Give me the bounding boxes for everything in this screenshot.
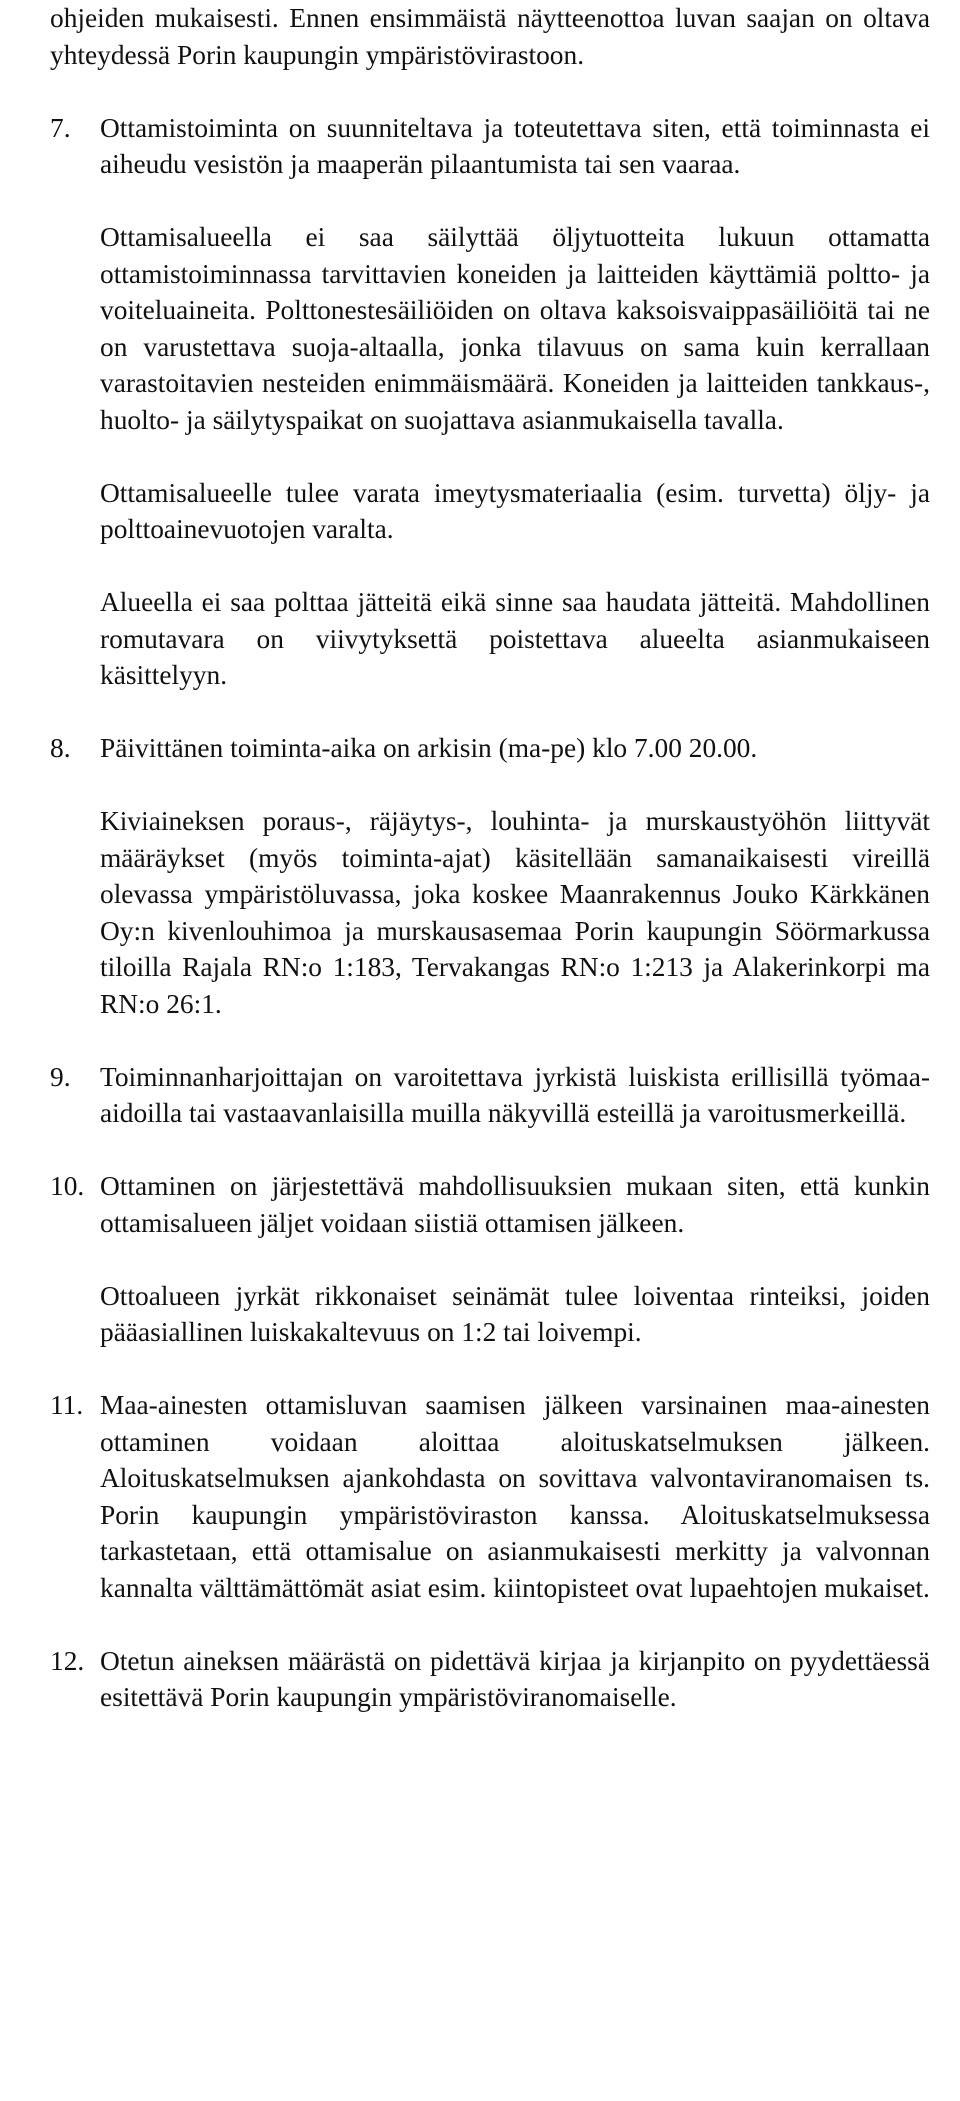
item-number: 9.: [50, 1061, 71, 1092]
paragraph-continuation: ohjeiden mukaisesti. Ennen ensimmäistä näytteenottoa luvan saajan on oltava yhteydessä Porin kaupungin ympäristövirastoon.: [50, 3, 930, 70]
numbered-item-7: [50, 110, 930, 183]
paragraph-slopes: Ottoalueen jyrkät rikkonaiset seinämät tulee loiventaa rinteiksi, joiden pääasiallinen luiskakaltevuus on 1:2 tai loivempi.: [100, 1280, 930, 1347]
paragraph-absorbent: Ottamisalueelle tulee varata imeytysmateriaalia (esim. turvetta) öljy- ja polttoainevuotojen varalta.: [100, 477, 930, 544]
paragraph-waste: Alueella ei saa polttaa jätteitä eikä sinne saa haudata jätteitä. Mahdollinen romutavara on viivytyksettä poistettava alueelta asianmukaiseen käsittelyyn.: [100, 587, 930, 690]
item-text: Päivittänen toiminta-aika on arkisin (ma-pe) klo 7.00 20.00.: [100, 733, 758, 763]
item-number: 7.: [50, 112, 71, 143]
item-text: Otetun aineksen määrästä on pidettävä kirjaa ja kirjanpito on pyydettäessä esitettävä Porin kaupungin ympäristöviranomaiselle.: [100, 1645, 930, 1712]
numbered-item-8: [50, 730, 930, 767]
paragraph-crushing: Kiviaineksen poraus-, räjäytys-, louhinta- ja murskaustyöhön liittyvät määräykset (myös toiminta-ajat) käsitellään samanaikaisesti vireillä olevassa ympäristöluvassa, joka koskee Maanrakennus Jouko Kärkkänen Oy:n kivenlouhimoa ja murskausasemaa Porin kaupungin Söörmarkussa tiloilla Rajala RN:o 1:183, Tervakangas RN:o 1:213 ja Alakerinkorpi ma RN:o 26:1.: [100, 806, 930, 1019]
item-number: 11.: [50, 1390, 84, 1420]
numbered-item-9: [50, 1059, 930, 1132]
item-text: Toiminnanharjoittajan on varoitettava jyrkistä luiskista erillisillä työmaa-aidoilla tai vastaavanlaisilla muilla näkyvillä esteillä ja varoitusmerkeillä.: [100, 1061, 930, 1128]
item-number: 10.: [50, 1171, 85, 1201]
item-text: Maa-ainesten ottamisluvan saamisen jälkeen varsinainen maa-ainesten ottaminen voidaan aloittaa aloituskatselmuksen jälkeen. Aloituskatselmuksen ajankohdasta on sovittava valvontaviranomaisen ts. Porin kaupungin ympäristöviraston kanssa. Aloituskatselmuksessa tarkastetaan, että ottamisalue on asianmukaisesti merkitty ja valvonnan kannalta välttämättömät asiat esim. kiintopisteet ovat lupaehtojen mukaiset.: [100, 1390, 930, 1603]
numbered-item-10: [50, 1168, 930, 1241]
item-text: Ottaminen on järjestettävä mahdollisuuksien mukaan siten, että kunkin ottamisalueen jäljet voidaan siistiä ottamisen jälkeen.: [100, 1171, 930, 1238]
numbered-item-11: [50, 1387, 930, 1606]
numbered-item-12: [50, 1643, 930, 1716]
document-body: [50, 0, 930, 1716]
item-number: 12.: [50, 1645, 85, 1676]
item-text: Ottamistoiminta on suunniteltava ja toteutettava siten, että toiminnasta ei aiheudu vesistön ja maaperän pilaantumista tai sen vaaraa.: [100, 112, 930, 179]
paragraph-oil-storage: Ottamisalueella ei saa säilyttää öljytuotteita lukuun ottamatta ottamistoiminnassa tarvittavien koneiden ja laitteiden käyttämiä poltto- ja voiteluaineita. Polttonestesäiliöiden on oltava kaksoisvaippasäiliöitä tai ne on varustettava suoja-altaalla, jonka tilavuus on sama kuin kerrallaan varastoitavien nesteiden enimmäismäärä. Koneiden ja laitteiden tankkaus-, huolto- ja säilytyspaikat on suojattava asianmukaisella tavalla.: [100, 222, 930, 435]
item-number: 8.: [50, 733, 71, 763]
